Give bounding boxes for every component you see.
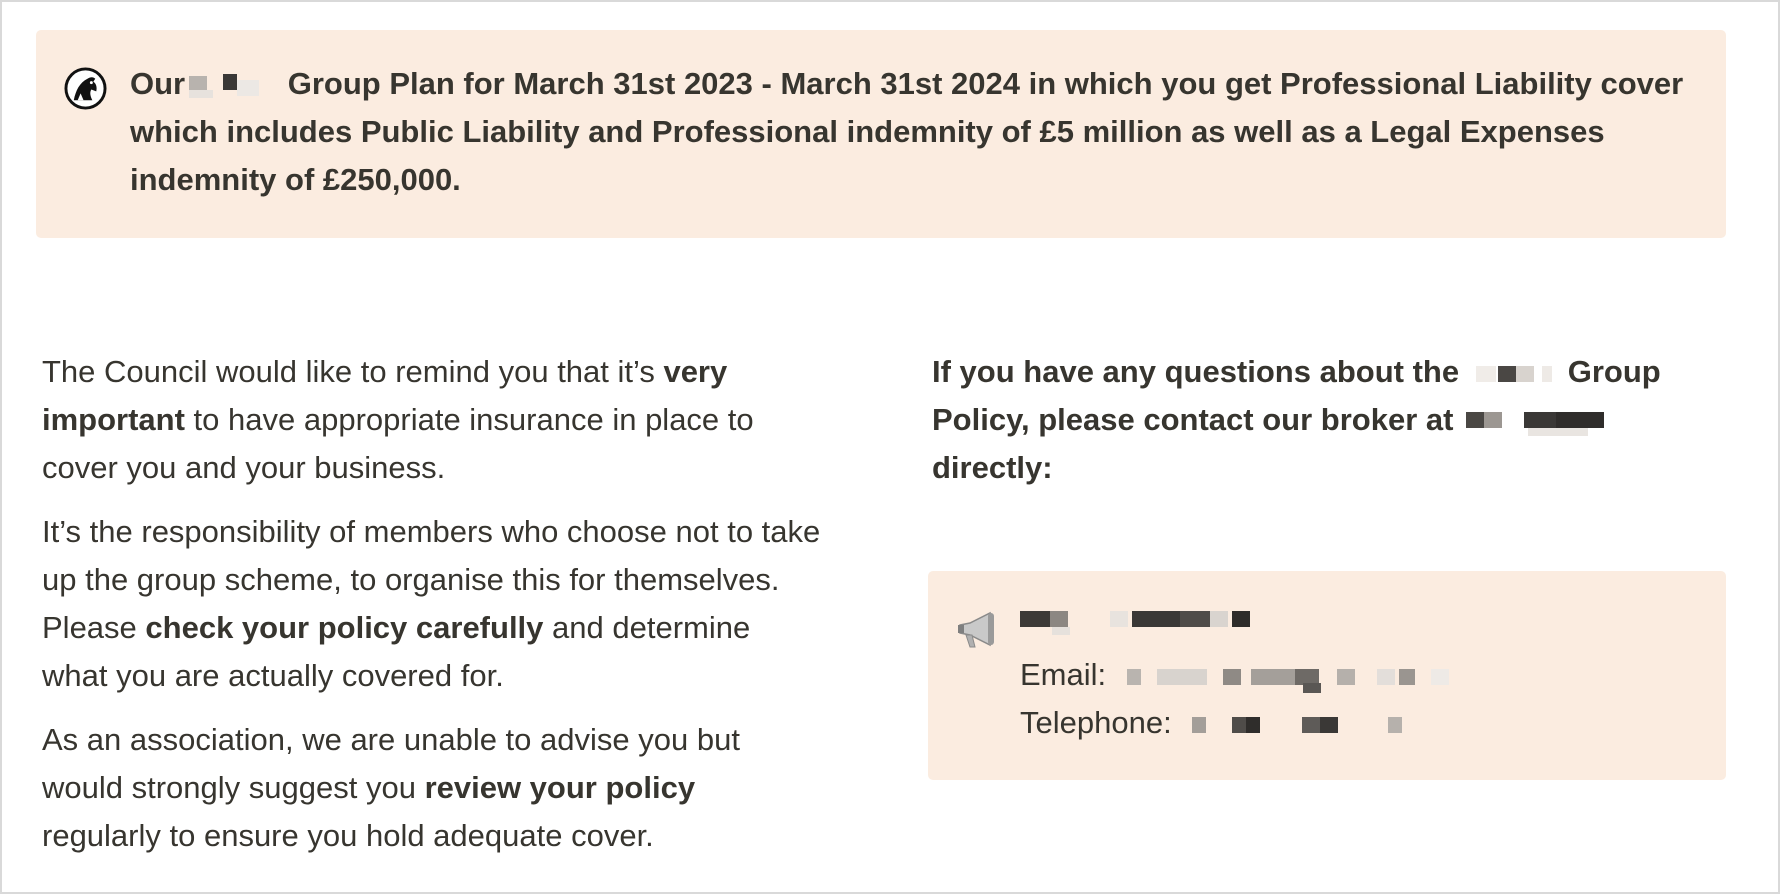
redacted-plan-name xyxy=(187,74,277,98)
advice-text: regularly to ensure you hold adequate cover. xyxy=(42,818,654,853)
insurance-advice xyxy=(42,348,822,876)
questions-heading xyxy=(932,348,1712,492)
advice-paragraph-3 xyxy=(42,716,822,860)
advice-emphasis: very important xyxy=(42,354,728,437)
advice-emphasis: check your policy carefully xyxy=(145,610,544,645)
advice-paragraph-1 xyxy=(42,348,822,492)
questions-text: If you have any questions about the xyxy=(932,354,1460,389)
redacted-phone[interactable] xyxy=(1192,713,1412,737)
advice-text: It’s the responsibility of members who choose not to take up the group scheme, to organise this for themselves. Please xyxy=(42,514,821,645)
redacted-group-name xyxy=(1470,362,1566,386)
advice-text: As an association, we are unable to advise you but would strongly suggest you xyxy=(42,722,740,805)
redacted-broker-name xyxy=(1464,410,1624,434)
plan-description xyxy=(130,60,1690,204)
advice-text: The Council would like to remind you that it’s xyxy=(42,354,664,389)
advice-emphasis: review your policy xyxy=(424,770,696,805)
questions-text: Group Policy, please contact our broker at xyxy=(932,354,1661,437)
redacted-contact-name xyxy=(1020,607,1280,647)
megaphone-icon xyxy=(954,607,998,651)
plan-text: Group Plan for March 31st 2023 - March 31st 2024 in which you get Professional Liability cover which includes Public Liability and Professional indemnity of £5 million as well as a Legal Expenses indemnity of £250,000. xyxy=(130,66,1684,197)
email-label: Email: xyxy=(1020,657,1107,692)
redacted-name-block xyxy=(1020,607,1250,631)
broker-contact-callout xyxy=(928,571,1726,780)
phone-label: Telephone: xyxy=(1020,705,1172,740)
redacted-email[interactable] xyxy=(1127,665,1467,689)
advice-text: and determine what you are actually covered for. xyxy=(42,610,751,693)
plan-callout xyxy=(36,30,1726,238)
contact-email-line xyxy=(1020,651,1469,699)
contact-phone-line xyxy=(1020,699,1414,747)
horse-head-logo-icon xyxy=(64,67,107,110)
questions-text: directly: xyxy=(932,450,1053,485)
plan-prefix: Our xyxy=(130,66,186,101)
advice-text: to have appropriate insurance in place to cover you and your business. xyxy=(42,402,754,485)
advice-paragraph-2 xyxy=(42,508,822,700)
